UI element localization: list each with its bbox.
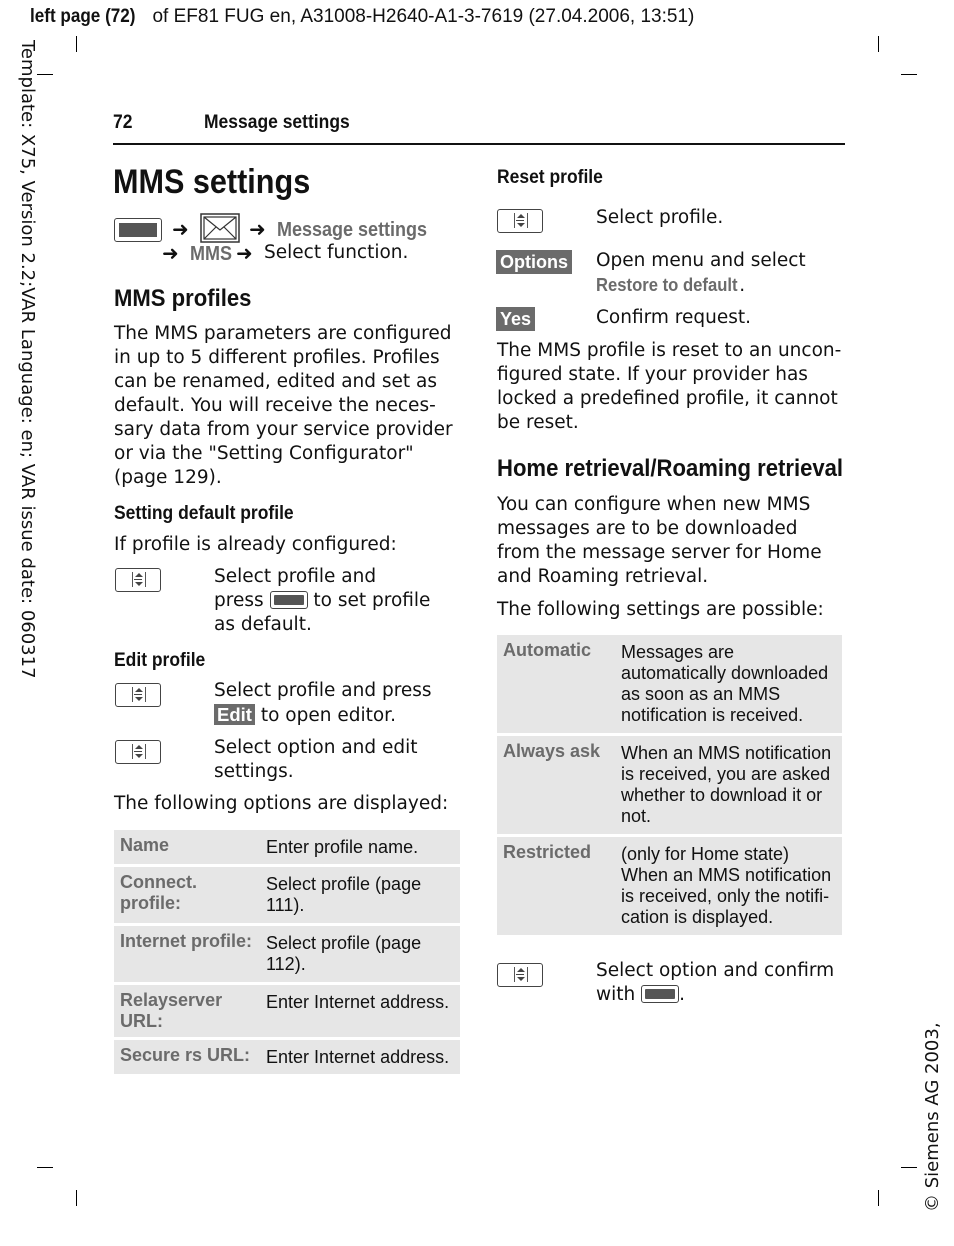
option-description: Enter profile name. [260, 830, 460, 864]
crop-mark [901, 1167, 917, 1168]
final-step [596, 959, 834, 1007]
final-step-with: with [596, 984, 636, 1005]
settings-intro: The following settings are possible: [497, 599, 824, 620]
menu-key-icon [114, 218, 162, 242]
table-row [114, 985, 460, 1037]
crop-mark [878, 36, 879, 52]
option-description: Messages are automatically downloaded as soon as an MMS notification is received. [615, 635, 842, 733]
navigation-key-icon [115, 683, 161, 707]
mms-profiles-text: The MMS parameters are configured in up to 5 different profiles. Profiles can be renamed, edited and set as default. You will receive the necessary data from your service provider or via the "Setting Configurator" (page 129). [114, 323, 453, 488]
option-name: Restricted [497, 837, 615, 935]
home-text: You can configure when new MMS messages are to be downloaded from the message server for Home and Roaming retrieval. [497, 494, 822, 587]
path-select-function: Select function. [264, 242, 409, 263]
print-header-bold: left page (72) [30, 6, 136, 27]
final-step-line2 [596, 983, 834, 1007]
edit-step-1-text: to open editor. [260, 705, 396, 726]
table-row [497, 635, 842, 733]
page-title: MMS settings [113, 163, 311, 201]
navigation-key-icon [115, 740, 161, 764]
option-description: Select profile (page 112). [260, 926, 460, 982]
crop-mark [37, 1167, 53, 1168]
heading-mms-profiles: MMS profiles [114, 285, 252, 312]
page-number: 72 [113, 112, 133, 133]
reset-step-2-period: . [739, 275, 746, 296]
options-softkey-label: Options [496, 250, 572, 274]
settings-table [497, 632, 842, 938]
navigation-key-icon [497, 209, 543, 233]
header-rule [113, 143, 845, 145]
edit-step-2-line2: settings. [214, 761, 294, 782]
option-description: Enter Internet address. [260, 985, 460, 1037]
option-description: When an MMS notification is received, you are asked whether to download it or not. [615, 736, 842, 834]
table-row [497, 736, 842, 834]
table-row [497, 837, 842, 935]
table-row [114, 926, 460, 982]
default-step [214, 565, 430, 637]
reset-text: The MMS profile is reset to an unconfigured state. If your provider has locked a predefined profile, it cannot be reset. [497, 340, 842, 433]
edit-step-1 [214, 679, 432, 728]
arrow-icon: ➜ [162, 241, 179, 265]
edit-step-2-line1: Select option and edit [214, 737, 418, 758]
section-title: Message settings [204, 112, 350, 133]
path-mms: MMS [190, 243, 233, 265]
option-name: Automatic [497, 635, 615, 733]
crop-mark [901, 74, 917, 75]
heading-reset-profile: Reset profile [497, 167, 603, 188]
final-step-line1: Select option and confirm [596, 960, 835, 981]
restore-default-label: Restore to default [596, 274, 738, 295]
table-row [114, 1040, 460, 1074]
edit-step-2 [214, 736, 418, 784]
arrow-icon: ➜ [172, 217, 189, 241]
table-row [114, 830, 460, 864]
yes-softkey-label: Yes [496, 307, 535, 331]
default-step-line3: as default. [214, 614, 312, 635]
edit-step-1-line1: Select profile and press [214, 680, 432, 701]
heading-home-retrieval: Home retrieval/Roaming retrieval [497, 455, 844, 482]
default-step-set: to set profile [313, 590, 431, 611]
option-name: Secure rs URL: [114, 1040, 260, 1074]
table-row [114, 867, 460, 923]
option-description: Select profile (page 111). [260, 867, 460, 923]
arrow-icon: ➜ [236, 241, 253, 265]
crop-mark [76, 1190, 77, 1206]
option-name: Relayserver URL: [114, 985, 260, 1037]
heading-edit-profile: Edit profile [114, 650, 206, 671]
reset-step-2-line1: Open menu and select [596, 250, 806, 271]
softkey-icon [270, 591, 308, 609]
option-name: Connect. profile: [114, 867, 260, 923]
path-message-settings: Message settings [277, 219, 428, 241]
options-intro: The following options are displayed: [114, 793, 449, 814]
edit-softkey-label: Edit [214, 704, 255, 725]
default-step-line1: Select profile and [214, 566, 377, 587]
edit-step-1-line2 [214, 703, 432, 728]
reset-step-3: Confirm request. [596, 307, 752, 328]
crop-mark [76, 36, 77, 52]
default-step-press: press [214, 590, 264, 611]
default-intro: If profile is already configured: [114, 534, 397, 555]
heading-default-profile: Setting default profile [114, 503, 294, 524]
copyright: © Siemens AG 2003, [922, 1022, 943, 1212]
options-table [114, 827, 460, 1077]
navigation-key-icon [115, 568, 161, 592]
arrow-icon: ➜ [249, 217, 266, 241]
option-description: Enter Internet address. [260, 1040, 460, 1074]
print-header [30, 6, 694, 28]
option-name: Name [114, 830, 260, 864]
final-step-period: . [679, 984, 686, 1005]
softkey-icon [641, 985, 679, 1003]
crop-mark [37, 74, 53, 75]
reset-step-1: Select profile. [596, 207, 724, 228]
option-name: Always ask [497, 736, 615, 834]
option-name: Internet profile: [114, 926, 260, 982]
crop-mark [878, 1190, 879, 1206]
envelope-icon [200, 213, 240, 243]
reset-step-2-line2 [596, 273, 806, 298]
reset-step-2 [596, 249, 806, 298]
template-info: Template: X75, Version 2.2;VAR Language: en; VAR issue date: 060317 [17, 40, 38, 679]
option-description: (only for Home state) When an MMS notification is received, only the notification is displayed. [615, 837, 842, 935]
print-header-rest: of EF81 FUG en, A31008-H2640-A1-3-7619 (27.04.2006, 13:51) [147, 6, 695, 27]
navigation-key-icon [497, 963, 543, 987]
default-step-line2 [214, 589, 430, 613]
